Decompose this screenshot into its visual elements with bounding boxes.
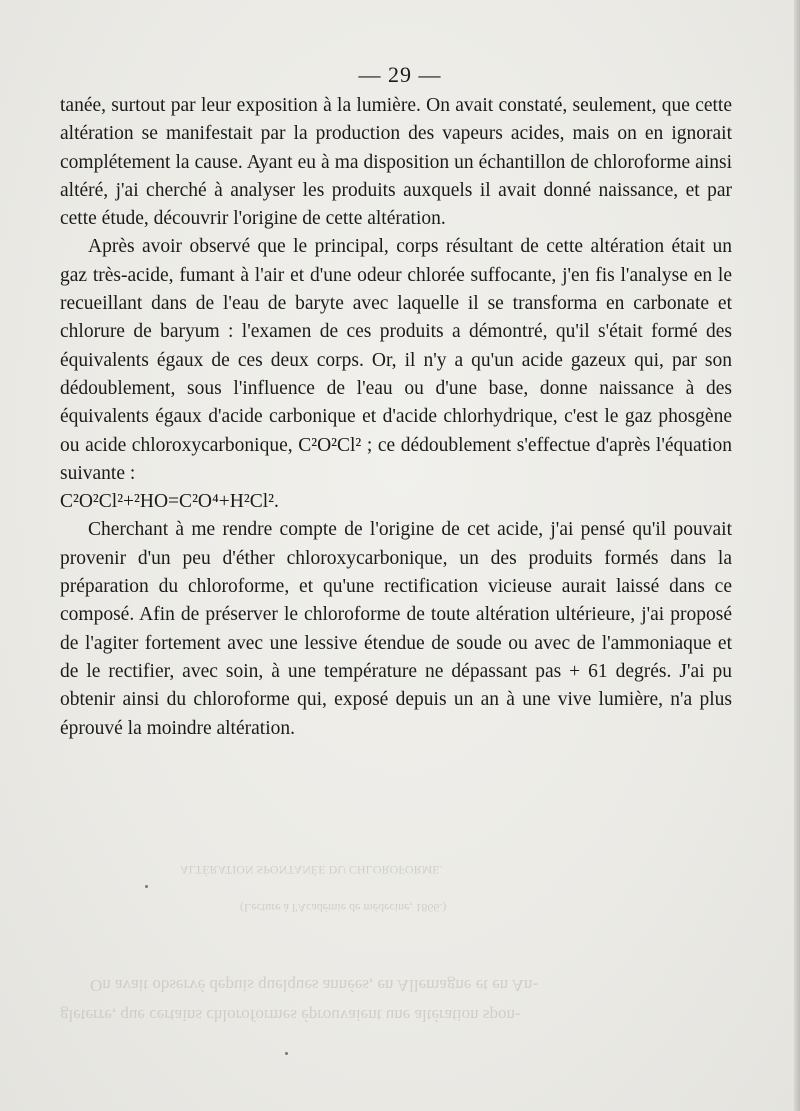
bleed-through-line-1: On avait observé depuis quelques années, en Allemagne et en An-: [90, 976, 539, 995]
body-text: [60, 92, 732, 743]
bleed-through-heading: ALTÉRATION SPONTANÉE DU CHLOROFORME.: [180, 863, 443, 877]
paragraph-3: Cherchant à me rendre compte de l'origine de cet acide, j'ai pensé qu'il pouvait provenir d'un peu d'éther chloroxycarbonique, un des produits formés dans la préparation du chloroforme, et qu'une rectification vicieuse aurait laissé dans ce composé. Afin de préserver le chloroforme de toute altération ultérieure, j'ai proposé de l'agiter fortement avec une lessive étendue de soude ou avec de l'ammoniaque et de le rectifier, avec soin, à une température ne dépassant pas + 61 degrés. J'ai pu obtenir ainsi du chloroforme qui, exposé depuis un an à une vive lumière, n'a plus éprouvé la moindre altération.: [60, 519, 732, 739]
equation: C²O²Cl²+²HO=C²O⁴+H²Cl².: [60, 491, 279, 513]
speck: [285, 1052, 288, 1055]
page-number: — 29 —: [358, 62, 442, 87]
speck: [145, 885, 148, 888]
bleed-through-line-2: gleterre, que certains chloroformes éprouvaient une altération spon-: [60, 1006, 521, 1025]
bleed-through-subheading: (Lecture à l'Académie de médecine, 1866.): [240, 901, 447, 915]
paragraph-1: tanée, surtout par leur exposition à la lumière. On avait constaté, seulement, que cette altération se manifestait par la production des vapeurs acides, mais on en ignorait complétement la cause. Ayant eu à ma disposition un échantillon de chloroforme ainsi altéré, j'ai cherché à analyser les produits auxquels il avait donné naissance, et par cette étude, découvrir l'origine de cette altération.: [60, 95, 732, 230]
paragraph-2: Après avoir observé que le principal, corps résultant de cette altération était un gaz très-acide, fumant à l'air et d'une odeur chlorée suffocante, j'en fis l'analyse en le recueillant dans de l'eau de baryte avec laquelle il se transforma en carbonate et chlorure de baryum : l'examen de ces produits a démontré, qu'il s'était formé des équivalents égaux de ces deux corps. Or, il n'y a qu'un acide gazeux qui, par son dédoublement, sous l'influence de l'eau ou d'une base, donne naissance à des équivalents égaux d'acide carbonique et d'acide chlorhydrique, c'est le gaz phosgène ou acide chloroxycarbonique, C²O²Cl² ; ce dédoublement s'effectue d'après l'équation suivante :: [60, 236, 732, 484]
page-edge: [794, 0, 800, 1111]
